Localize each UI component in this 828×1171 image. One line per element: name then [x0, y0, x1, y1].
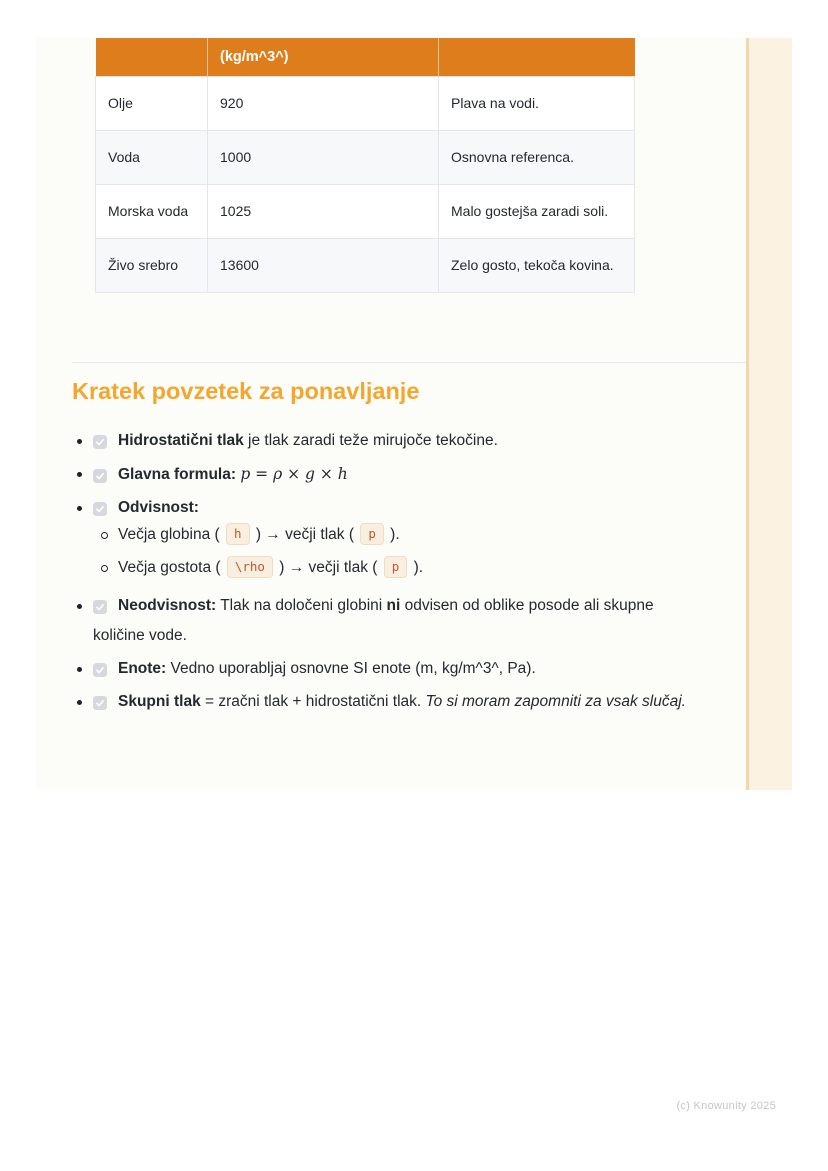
- text-segment: je tlak zaradi teže mirujoče tekočine.: [243, 432, 498, 449]
- text-segment: odvisen od oblike posode ali skupne količine vode.: [93, 597, 654, 644]
- table-cell: Malo gostejša zaradi soli.: [439, 185, 635, 239]
- text-segment: Večja globina (: [118, 526, 224, 543]
- table-cell: 1025: [208, 185, 439, 239]
- task-checkbox-checked-icon: [93, 696, 107, 710]
- text-segment: Odvisnost:: [118, 499, 199, 516]
- table-header-cell: (kg/m^3^): [208, 38, 439, 77]
- text-segment: To si moram zapomniti za vsak slučaj.: [425, 693, 686, 710]
- summary-item: [93, 591, 686, 651]
- circle-bullet-icon: [101, 532, 108, 539]
- inline-code-chip: \rho: [227, 556, 273, 578]
- task-checkbox-checked-icon: [93, 502, 107, 516]
- density-table-header: [96, 38, 635, 77]
- table-cell: Morska voda: [96, 185, 208, 239]
- text-segment: ) → večji tlak (: [274, 559, 382, 576]
- inline-code-chip: h: [226, 523, 250, 545]
- text-segment: Vedno uporabljaj osnovne SI enote (m, kg/m^3^, Pa).: [166, 660, 536, 677]
- summary-item: [93, 654, 686, 684]
- table-cell: Zelo gosto, tekoča kovina.: [439, 239, 635, 293]
- summary-subitem: [118, 520, 686, 550]
- density-table: [95, 38, 635, 293]
- task-checkbox-checked-icon: [93, 663, 107, 677]
- text-segment: = zračni tlak + hidrostatični tlak.: [200, 693, 426, 710]
- summary-sublist: [93, 520, 686, 583]
- table-row: [96, 239, 635, 293]
- circle-bullet-icon: [101, 565, 108, 572]
- table-cell: 13600: [208, 239, 439, 293]
- text-segment: ) → večji tlak (: [251, 526, 359, 543]
- task-checkbox-checked-icon: [93, 600, 107, 614]
- table-row: [96, 77, 635, 131]
- inline-code-chip: p: [384, 556, 408, 578]
- right-margin-accent: [746, 38, 792, 790]
- inline-code-chip: p: [360, 523, 384, 545]
- bullet-icon: [77, 472, 82, 477]
- text-segment: Neodvisnost:: [118, 597, 217, 614]
- summary-item: [93, 459, 686, 490]
- text-segment: Glavna formula:: [118, 466, 241, 483]
- bullet-icon: [77, 604, 82, 609]
- bullet-icon: [77, 506, 82, 511]
- bullet-icon: [77, 700, 82, 705]
- text-segment: Skupni tlak: [118, 693, 201, 710]
- density-table-body: [96, 77, 635, 293]
- table-cell: Olje: [96, 77, 208, 131]
- task-checkbox-checked-icon: [93, 435, 107, 449]
- density-table-container: [95, 38, 635, 293]
- summary-subitem: [118, 553, 686, 583]
- table-header-cell: [96, 38, 208, 77]
- text-segment: Hidrostatični tlak: [118, 432, 244, 449]
- task-checkbox-checked-icon: [93, 469, 107, 483]
- table-header-cell: [439, 38, 635, 77]
- bullet-icon: [77, 667, 82, 672]
- table-row: [96, 185, 635, 239]
- table-cell: Živo srebro: [96, 239, 208, 293]
- summary-heading: Kratek povzetek za ponavljanje: [72, 378, 420, 404]
- table-cell: 1000: [208, 131, 439, 185]
- summary-item: [93, 687, 686, 717]
- summary-list: [72, 426, 686, 720]
- summary-item: [93, 426, 686, 456]
- copyright-footer: (c) Knowunity 2025: [676, 1100, 776, 1112]
- table-cell: Osnovna referenca.: [439, 131, 635, 185]
- summary-item: [93, 493, 686, 583]
- section-divider: [72, 362, 746, 363]
- text-segment: ni: [386, 597, 401, 614]
- text-segment: ).: [385, 526, 400, 543]
- text-segment: Tlak na določeni globini: [216, 597, 387, 614]
- text-segment: p = ρ × g × h: [240, 465, 348, 483]
- table-header-row: [96, 38, 635, 77]
- text-segment: Večja gostota (: [118, 559, 225, 576]
- table-row: [96, 131, 635, 185]
- table-cell: Plava na vodi.: [439, 77, 635, 131]
- text-segment: Enote:: [118, 660, 167, 677]
- note-page: [36, 38, 792, 790]
- table-cell: 920: [208, 77, 439, 131]
- text-segment: ).: [409, 559, 424, 576]
- table-cell: Voda: [96, 131, 208, 185]
- bullet-icon: [77, 439, 82, 444]
